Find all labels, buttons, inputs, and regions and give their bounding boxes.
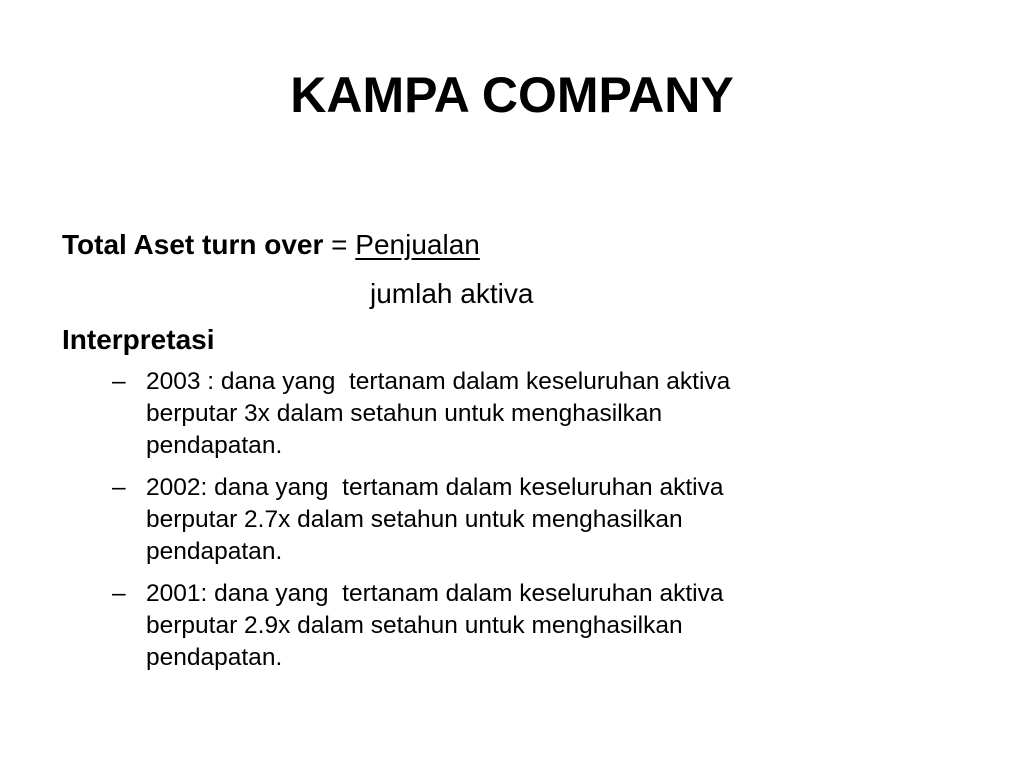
formula-numerator: Penjualan xyxy=(355,229,480,260)
bullet-line: pendapatan. xyxy=(146,538,283,565)
bullet-line: pendapatan. xyxy=(146,644,283,671)
formula-equals: = xyxy=(323,229,356,260)
bullet-line: berputar 3x dalam setahun untuk menghasilkan xyxy=(146,400,663,427)
bullet-line: 2001: dana yang tertanam dalam keseluruhan aktiva xyxy=(146,580,724,607)
bullet-dash: – xyxy=(112,474,126,501)
formula-line xyxy=(62,227,480,263)
bullet-dash: – xyxy=(112,580,126,607)
formula-denominator: jumlah aktiva xyxy=(370,278,534,309)
bullet-line: berputar 2.7x dalam setahun untuk menghasilkan xyxy=(146,506,683,533)
bullet-line: 2003 : dana yang tertanam dalam keseluruhan aktiva xyxy=(146,368,731,395)
formula-lhs: Total Aset turn over xyxy=(62,229,324,260)
bullet-line: 2002: dana yang tertanam dalam keseluruhan aktiva xyxy=(146,474,724,501)
bullet-dash: – xyxy=(112,368,126,395)
list-item xyxy=(112,578,912,674)
list-item xyxy=(112,472,912,568)
slide-title: KAMPA COMPANY xyxy=(290,67,734,123)
interpretation-list xyxy=(112,366,912,684)
bullet-line: berputar 2.9x dalam setahun untuk menghasilkan xyxy=(146,612,683,639)
interpretation-heading: Interpretasi xyxy=(62,324,215,355)
bullet-line: pendapatan. xyxy=(146,432,283,459)
list-item xyxy=(112,366,912,462)
